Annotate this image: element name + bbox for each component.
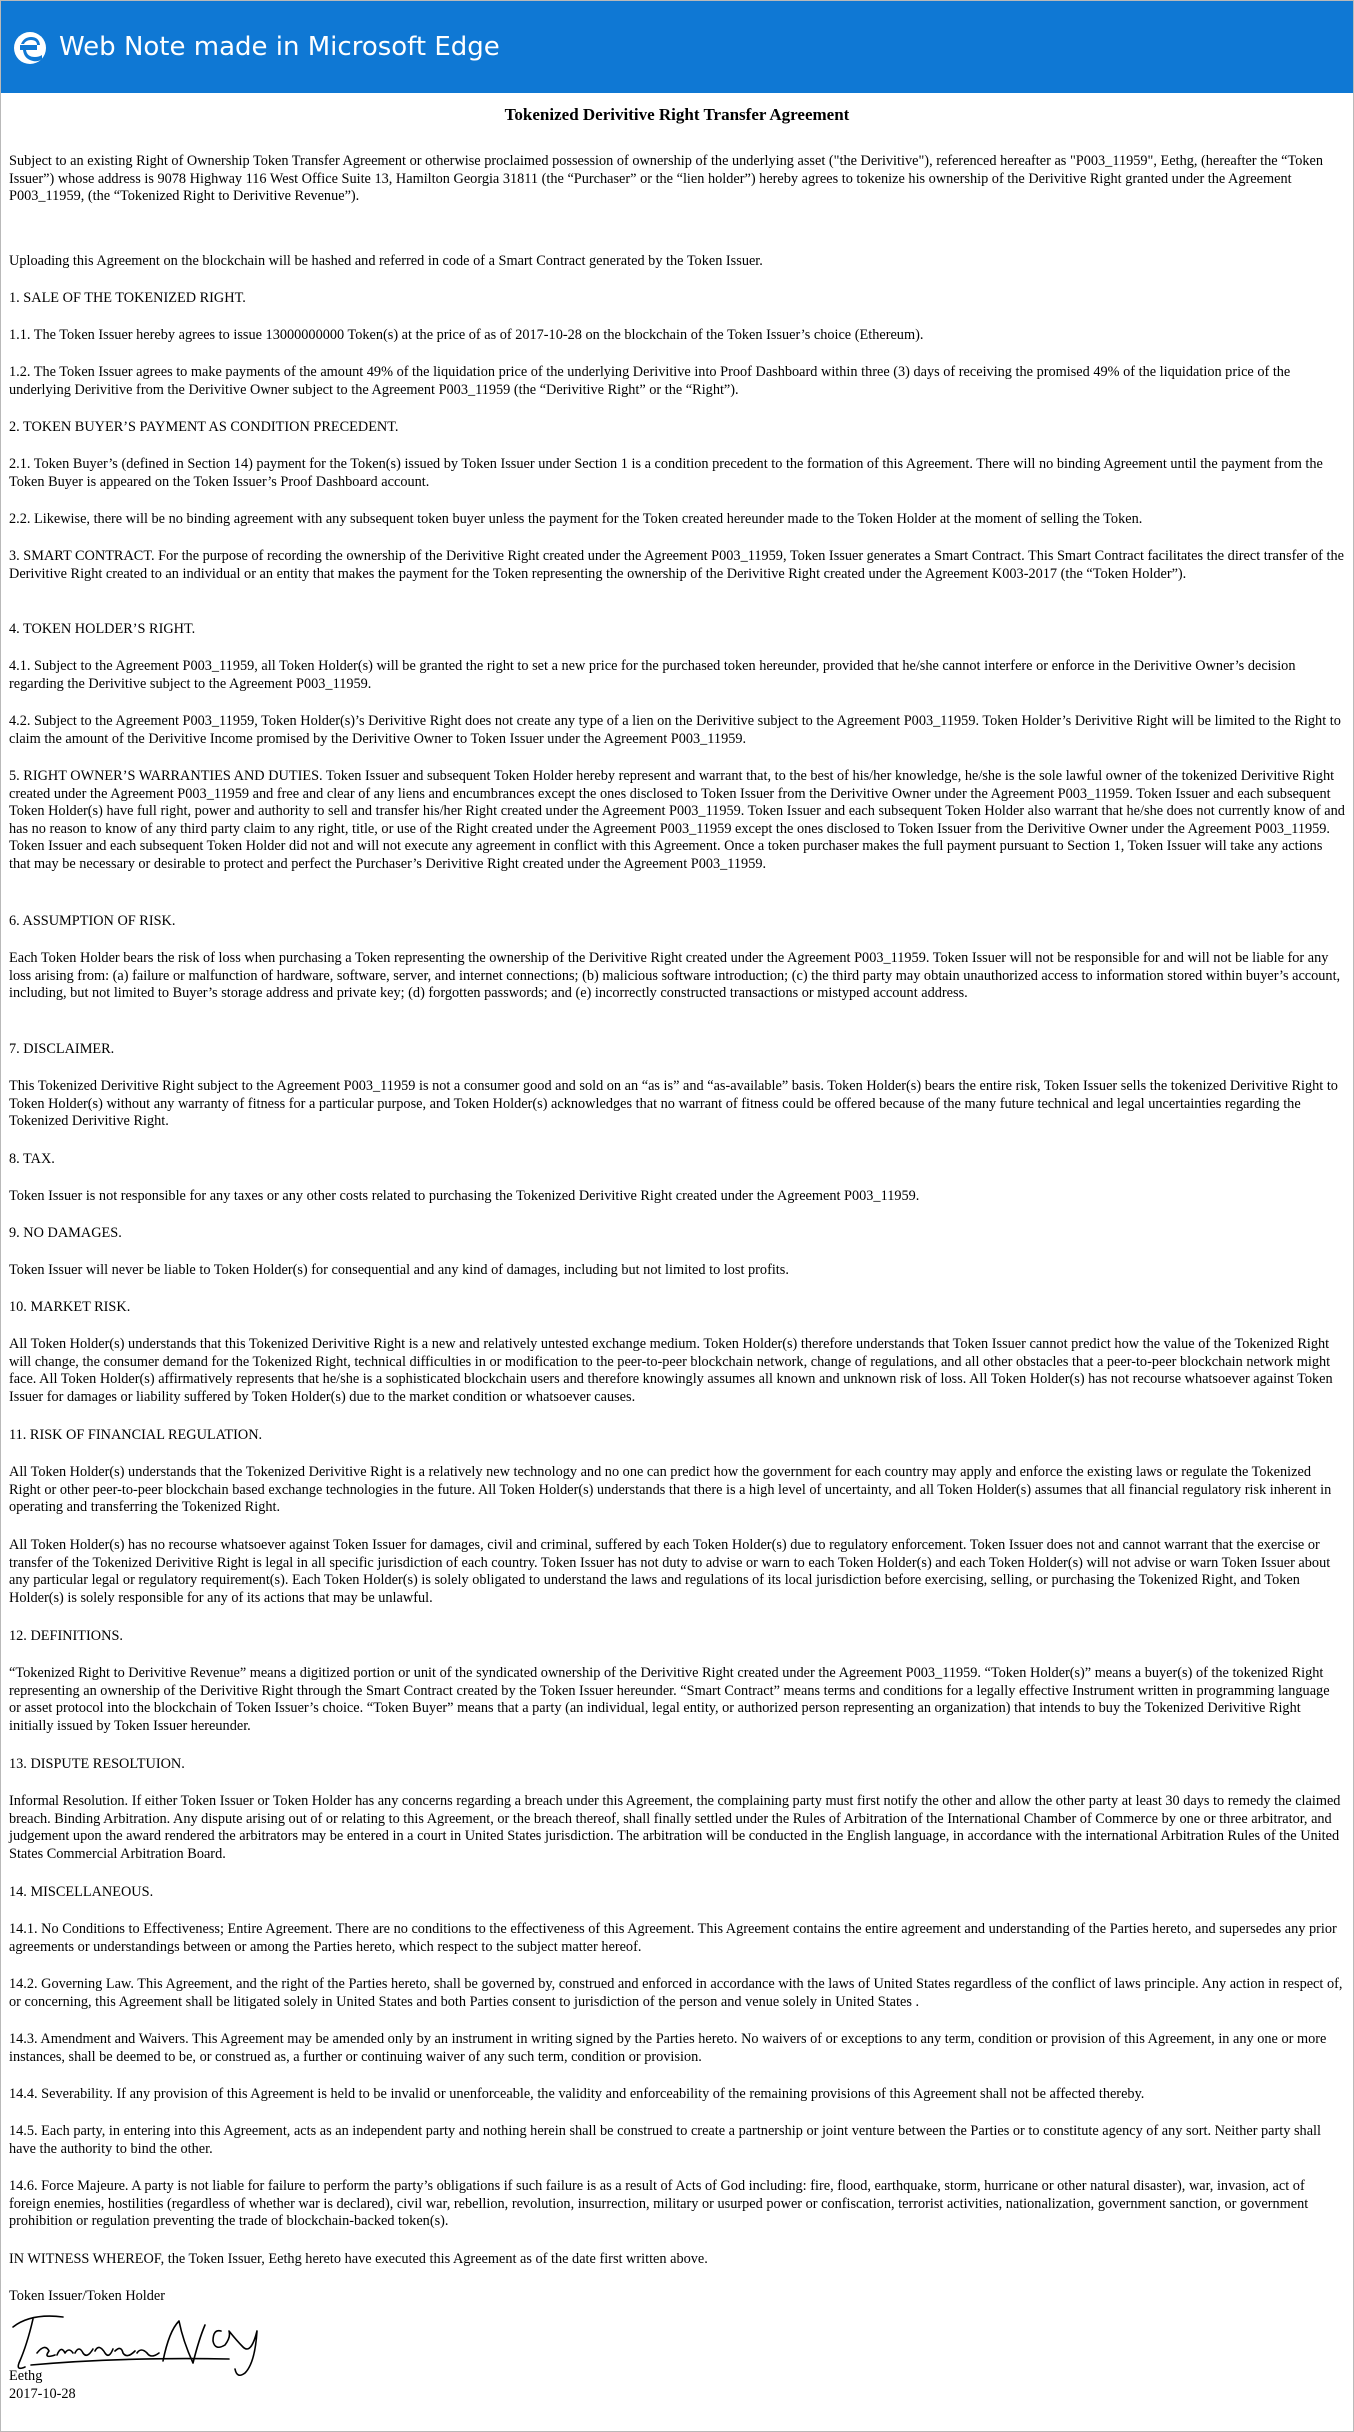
paragraph: All Token Holder(s) understands that the Tokenized Derivitive Right is a relatively new technology and no one can predict how the government for each country may apply and enforce the existing laws or regulate the Tokenized Right or other peer-to-peer blockchain based exchange technologies in the future. All Token Holder(s) understands that there is a high level of uncertainty, and all Token Holder(s) assumes that all financial regulatory risk inherent in operating and transferring the Tokenized Right. [9,1464,1332,1515]
section-heading: 7. DISCLAIMER. [9,1041,115,1057]
section-heading: 11. RISK OF FINANCIAL REGULATION. [9,1427,263,1443]
paragraph: 1.1. The Token Issuer hereby agrees to issue 13000000000 Token(s) at the price of as of 2017-10-28 on the blockchain of the Token Issuer’s choice (Ethereum). [9,327,924,343]
header-title: Web Note made in Microsoft Edge [59,32,500,62]
paragraph: Informal Resolution. If either Token Issuer or Token Holder has any concerns regarding a breach under this Agreement, the complaining party must first notify the other and allow the other party at least 30 days to remedy the claimed breach. Binding Arbitration. Any dispute arising out of or relating to this Agreement, or the breach thereof, shall finally settled under the Rules of Arbitration of the International Chamber of Commerce by one or three arbitrator, and judgement upon the award rendered the arbitrators may be entered in a court in United States jurisdiction. The arbitration will be conducted in the English language, in accordance with the international Arbitration Rules of the United States Commercial Arbitration Board. [9,1793,1341,1862]
section-heading: 13. DISPUTE RESOLTUION. [9,1756,185,1772]
paragraph: 1.2. The Token Issuer agrees to make payments of the amount 49% of the liquidation price of the underlying Derivitive into Proof Dashboard within three (3) days of receiving the promised 49% of the liquidation price of the underlying Derivitive from the Derivitive Owner subject to the Agreement P003_11959 (the “Derivitive Right” or the “Right”). [9,364,1291,398]
section-heading: 10. MARKET RISK. [9,1299,131,1315]
section-heading: 1. SALE OF THE TOKENIZED RIGHT. [9,290,246,306]
paragraph: 5. RIGHT OWNER’S WARRANTIES AND DUTIES. Token Issuer and subsequent Token Holder hereby represent and warrant that, to the best of his/her knowledge, he/she is the sole lawful owner of the tokenized Derivitive Right created under the Agreement P003_11959 and free and clear of any liens and encumbrances except the ones disclosed to Token Issuer from the Derivitive Owner under the Agreement P003_11959. Token Issuer and each subsequent Token Holder(s) have full right, power and authority to sell and transfer his/her Right created under the Agreement P003_11959. Token Issuer and each subsequent Token Holder also warrant that he/she does not currently know of and has no reason to know of any third party claim to any right, title, or use of the Right created under the Agreement P003_11959 except the ones disclosed to Token Issuer from the Derivitive Owner under the Agreement P003_11959. Token Issuer and each subsequent Token Holder did not and will not execute any agreement in conflict with this Agreement. Once a token purchaser makes the full payment pursuant to Section 1, Token Issuer will take any actions that may be necessary or desirable to protect and perfect the Purchaser’s Derivitive Right created under the Agreement P003_11959. [9,768,1345,872]
paragraph: 14.5. Each party, in entering into this Agreement, acts as an independent party and nothing herein shall be construed to create a partnership or joint venture between the Parties or to constitute agency of any sort. Neither party shall have the authority to bind the other. [9,2123,1321,2157]
paragraph: Token Issuer will never be liable to Token Holder(s) for consequential and any kind of damages, including but not limited to lost profits. [9,1262,789,1278]
paragraph: 3. SMART CONTRACT. For the purpose of recording the ownership of the Derivitive Right created under the Agreement P003_11959, Token Issuer generates a Smart Contract. This Smart Contract facilitates the direct transfer of the Derivitive Right created to an individual or an entity that makes the payment for the Token representing the ownership of the Derivitive Right created under the Agreement K003-2017 (the “Token Holder”). [9,548,1344,582]
paragraph: 2.2. Likewise, there will be no binding agreement with any subsequent token buyer unless the payment for the Token created hereunder made to the Token Holder at the moment of selling the Token. [9,511,1143,527]
paragraph: Subject to an existing Right of Ownership Token Transfer Agreement or otherwise proclaimed possession of ownership of the underlying asset ("the Derivitive"), referenced hereafter as "P003_11959", Eethg, (hereafter the “Token Issuer”) whose address is 9078 Highway 116 West Office Suite 13, Hamilton Georgia 31811 (the “Purchaser” or the “lien holder”) hereby agrees to tokenize his ownership of the Derivitive Right granted under the Agreement P003_11959, (the “Tokenized Right to Derivitive Revenue”). [9,153,1324,204]
section-heading: 8. TAX. [9,1151,55,1167]
paragraph: 14.6. Force Majeure. A party is not liable for failure to perform the party’s obligations if such failure is as a result of Acts of God including: fire, flood, earthquake, storm, hurricane or other natural disaster), war, invasion, act of foreign enemies, hostilities (regardless of whether war is declared), civil war, rebellion, revolution, insurrection, military or usurped power or confiscation, terrorist activities, nationalization, government sanction, or government prohibition or regulation preventing the trade of blockchain-backed token(s). [9,2178,1309,2229]
section-heading: 14. MISCELLANEOUS. [9,1884,154,1900]
paragraph: “Tokenized Right to Derivitive Revenue” means a digitized portion or unit of the syndicated ownership of the Derivitive Right created under the Agreement P003_11959. “Token Holder(s)” means a buyer(s) of the tokenized Right representing an ownership of the Derivitive Right through the Smart Contract created by the Token Issuer hereunder. “Smart Contract” means terms and conditions for a legally effective Instrument written in programming language or asset protocol into the blockchain of Token Issuer’s choice. “Token Buyer” means that a party (an individual, legal entity, or authorized person representing an organization) that intends to buy the Tokenized Derivitive Right initially issued by Token Issuer hereunder. [9,1665,1330,1734]
paragraph: 14.4. Severability. If any provision of this Agreement is held to be invalid or unenforceable, the validity and enforceability of the remaining provisions of this Agreement shall not be affected thereby. [9,2086,1145,2102]
edge-logo-icon [12,30,48,66]
paragraph: IN WITNESS WHEREOF, the Token Issuer, Eethg hereto have executed this Agreement as of the date first written above. [9,2251,708,2267]
section-heading: 2. TOKEN BUYER’S PAYMENT AS CONDITION PRECEDENT. [9,419,399,435]
section-heading: 9. NO DAMAGES. [9,1225,122,1241]
web-note-header [1,1,1353,93]
paragraph: This Tokenized Derivitive Right subject to the Agreement P003_11959 is not a consumer good and sold on an “as is” and “as-available” basis. Token Holder(s) bears the entire risk, Token Issuer sells the tokenized Derivitive Right to Token Holder(s) without any warranty of fitness for a particular purpose, and Token Holder(s) acknowledges that no warrant of fitness could be offered because of the many future technical and legal uncertainties regarding the Tokenized Derivitive Right. [9,1078,1338,1129]
signature-date: 2017-10-28 [9,2386,76,2402]
section-heading: 6. ASSUMPTION OF RISK. [9,913,176,929]
paragraph: 14.2. Governing Law. This Agreement, and the right of the Parties hereto, shall be governed by, construed and enforced in accordance with the laws of United States regardless of the conflict of laws principle. Any action in respect of, or concerning, this Agreement shall be litigated solely in United States and both Parties consent to jurisdiction of the person and venue solely in United States . [9,1976,1343,2010]
handwritten-signature [9,2301,269,2381]
paragraph: 4.2. Subject to the Agreement P003_11959, Token Holder(s)’s Derivitive Right does not create any type of a lien on the Derivitive subject to the Agreement P003_11959. Token Holder’s Derivitive Right will be limited to the Right to claim the amount of the Derivitive Income promised by the Derivitive Owner to Token Issuer under the Agreement P003_11959. [9,713,1341,747]
section-heading: 4. TOKEN HOLDER’S RIGHT. [9,621,196,637]
signatory-role: Token Issuer/Token Holder [9,2288,166,2304]
paragraph: Each Token Holder bears the risk of loss when purchasing a Token representing the ownership of the Derivitive Right created under the Agreement P003_11959. Token Issuer will not be responsible for and will not be liable for any loss arising from: (a) failure or malfunction of hardware, software, server, and internet connections; (b) malicious software introduction; (c) the third party may obtain unauthorized access to information stored within buyer’s account, including, but not limited to Buyer’s storage address and private key; (d) forgotten passwords; and (e) incorrectly constructed transactions or mistyped account address. [9,950,1341,1001]
paragraph: Token Issuer is not responsible for any taxes or any other costs related to purchasing the Tokenized Derivitive Right created under the Agreement P003_11959. [9,1188,920,1204]
paragraph: 2.1. Token Buyer’s (defined in Section 14) payment for the Token(s) issued by Token Issuer under Section 1 is a condition precedent to the formation of this Agreement. There will no binding Agreement until the payment from the Token Buyer is appeared on the Token Issuer’s Proof Dashboard account. [9,456,1323,490]
paragraph: 14.3. Amendment and Waivers. This Agreement may be amended only by an instrument in writing signed by the Parties hereto. No waivers of or exceptions to any term, condition or provision of this Agreement, in any one or more instances, shall be deemed to be, or construed as, a further or continuing waiver of any such term, condition or provision. [9,2031,1327,2065]
paragraph: 4.1. Subject to the Agreement P003_11959, all Token Holder(s) will be granted the right to set a new price for the purchased token hereunder, provided that he/she cannot interfere or enforce in the Derivitive Owner’s decision regarding the Derivitive subject to the Agreement P003_11959. [9,658,1296,692]
signatory-name: Eethg [9,2368,43,2384]
paragraph: All Token Holder(s) understands that this Tokenized Derivitive Right is a new and relatively untested exchange medium. Token Holder(s) therefore understands that Token Issuer cannot predict how the value of the Tokenized Right will change, the consumer demand for the Tokenized Right, technical difficulties in or modification to the peer-to-peer blockchain network, change of regulations, and all other obstacles that a peer-to-peer blockchain network might face. All Token Holder(s) affirmatively represents that he/she is a sophisticated blockchain users and therefore knowingly assumes all known and unknown risk of loss. All Token Holder(s) has not recourse whatsoever against Token Issuer for damages or liability suffered by Token Holder(s) due to the market condition or whatsoever causes. [9,1336,1333,1405]
paragraph: All Token Holder(s) has no recourse whatsoever against Token Issuer for damages, civil and criminal, suffered by each Token Holder(s) due to regulatory enforcement. Token Issuer does not and cannot warrant that the exercise or transfer of the Tokenized Derivitive Right is legal in all specific jurisdiction of each country. Token Issuer has not duty to advise or warn to each Token Holder(s) and each Token Holder(s) will not advise or warn Token Issuer about any particular legal or regulatory requirement(s). Each Token Holder(s) is solely obligated to understand the laws and regulations of its local jurisdiction before exercising, selling, or purchasing the Tokenized Right, and Token Holder(s) is solely responsible for any of its actions that may be unlawful. [9,1537,1331,1606]
section-heading: 12. DEFINITIONS. [9,1628,123,1644]
paragraph: Uploading this Agreement on the blockchain will be hashed and referred in code of a Smart Contract generated by the Token Issuer. [9,253,763,269]
document-title: Tokenized Derivitive Right Transfer Agreement [504,105,850,124]
paragraph: 14.1. No Conditions to Effectiveness; Entire Agreement. There are no conditions to the effectiveness of this Agreement. This Agreement contains the entire agreement and understanding of the Parties hereto, and supersedes any prior agreements or understandings between or among the Parties hereto, which respect to the subject matter hereof. [9,1921,1337,1955]
